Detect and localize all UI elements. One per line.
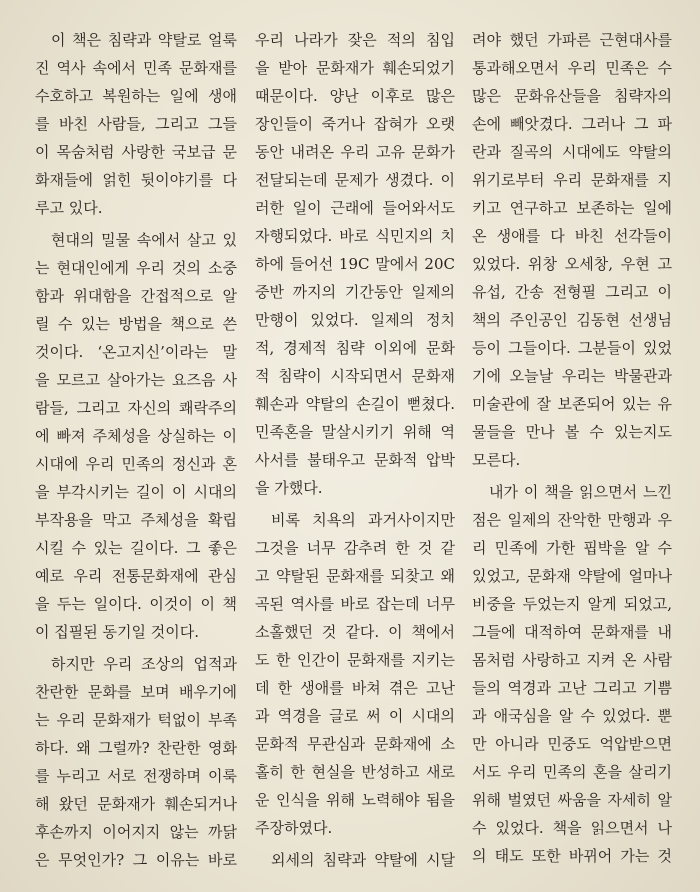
text-line: 유섭, 간송 전형필 그리고 이 bbox=[472, 283, 672, 301]
text-line: 있었고, 문화재 약탈에 얼마나 bbox=[472, 567, 672, 585]
text-line: 책의 주인공인 김동현 선생님 bbox=[472, 311, 672, 329]
text-line: 기에 오늘날 우리는 박물관과 bbox=[472, 367, 672, 385]
paragraph bbox=[35, 226, 237, 646]
text-line: 운 인식을 위해 노력해야 됨을 bbox=[255, 791, 455, 809]
text-line: 을 받아 문화재가 훼손되었기 bbox=[255, 59, 455, 77]
paragraph bbox=[255, 506, 455, 842]
text-line: 을 모르고 살아가는 요즈음 사 bbox=[35, 371, 237, 389]
text-line: 는 현대인에게 우리 것의 소중 bbox=[35, 259, 237, 277]
text-line: 내가 이 책을 읽으면서 느낀 bbox=[489, 483, 672, 501]
text-line: 람들, 그리고 자신의 쾌락주의 bbox=[35, 399, 237, 417]
text-column-3 bbox=[472, 26, 672, 870]
text-line: 모른다. bbox=[472, 451, 521, 469]
text-line: 시킬 수 있는 길이다. 그 좋은 bbox=[35, 539, 237, 557]
text-column-2 bbox=[255, 26, 455, 874]
text-line: 비록 치욕의 과거사이지만 bbox=[271, 511, 455, 529]
paragraph bbox=[472, 26, 672, 474]
text-line: 수호하고 복원하는 일에 생애 bbox=[35, 87, 237, 105]
text-line: 를 누리고 서로 전쟁하며 이룩 bbox=[35, 767, 237, 785]
text-line: 데 한 생애를 바쳐 겪은 고난 bbox=[255, 679, 455, 697]
text-line: 것이다. ‘온고지신’이라는 말 bbox=[35, 343, 237, 361]
text-line: 홀히 한 현실을 반성하고 새로 bbox=[255, 763, 455, 781]
text-line: 에 빠져 주체성을 상실하는 이 bbox=[35, 427, 237, 445]
text-line: 리 민족에 가한 핍박을 알 수 bbox=[472, 539, 672, 557]
text-line: 훼손과 약탈의 손길이 뻗쳤다. bbox=[255, 395, 455, 413]
paragraph bbox=[255, 26, 455, 502]
text-line: 키고 연구하고 보존하는 일에 bbox=[472, 199, 672, 217]
text-line: 곡된 역사를 바로 잡는데 너무 bbox=[255, 595, 455, 613]
text-line: 사서를 불태우고 문화적 압박 bbox=[255, 451, 455, 469]
text-line: 전달되는데 문제가 생겼다. 이 bbox=[255, 171, 455, 189]
text-line: 자행되었다. 바로 식민지의 치 bbox=[255, 227, 455, 245]
text-line: 하에 들어선 19C 말에서 20C bbox=[255, 255, 455, 273]
text-line: 찬란한 문화를 보며 배우기에 bbox=[35, 683, 237, 701]
text-line: 릴 수 있는 방법을 책으로 쓴 bbox=[35, 315, 237, 333]
text-line: 몸처럼 사랑하고 지켜 온 사람 bbox=[472, 651, 672, 669]
text-line: 중반 까지의 기간동안 일제의 bbox=[255, 283, 455, 301]
text-line: 만 아니라 민중도 억압받으면 bbox=[472, 735, 672, 753]
text-line: 현대의 밀물 속에서 살고 있 bbox=[51, 231, 237, 249]
text-line: 적, 경제적 침략 이외에 문화 bbox=[255, 339, 455, 357]
text-line: 은 무엇인가? 그 이유는 바로 bbox=[35, 851, 237, 869]
text-line: 를 바친 사람들, 그리고 그들 bbox=[35, 115, 237, 133]
text-line: 러한 일이 근래에 들어와서도 bbox=[255, 199, 455, 217]
text-line: 미술관에 잘 보존되어 있는 유 bbox=[472, 395, 672, 413]
text-line: 만행이 있었다. 일제의 정치 bbox=[255, 311, 455, 329]
text-line: 소홀했던 것 같다. 이 책에서 bbox=[255, 623, 455, 641]
text-line: 서도 우리 민족의 혼을 살리기 bbox=[472, 763, 672, 781]
text-line: 화재들에 얽힌 뒷이야기를 다 bbox=[35, 171, 237, 189]
text-line: 위해 벌였던 싸움을 자세히 알 bbox=[472, 791, 672, 809]
text-line: 진 역사 속에서 민족 문화재를 bbox=[35, 59, 237, 77]
text-line: 하지만 우리 조상의 업적과 bbox=[51, 655, 237, 673]
text-line: 손에 빼앗겼다. 그러나 그 파 bbox=[472, 115, 672, 133]
text-line: 을 두는 일이다. 이것이 이 책 bbox=[35, 595, 237, 613]
text-line: 등이 그들이다. 그분들이 있었 bbox=[472, 339, 672, 357]
text-line: 예로 우리 전통문화재에 관심 bbox=[35, 567, 237, 585]
text-line: 을 가했다. bbox=[255, 479, 323, 497]
text-line: 의 태도 또한 바뀌어 가는 것 bbox=[472, 847, 672, 865]
paragraph bbox=[255, 846, 455, 874]
paragraph bbox=[472, 478, 672, 870]
text-line: 문화적 무관심과 문화재에 소 bbox=[255, 735, 455, 753]
text-line: 후손까지 이어지지 않는 까닭 bbox=[35, 823, 237, 841]
text-line: 도 한 인간이 문화재를 지키는 bbox=[255, 651, 455, 669]
text-line: 고 약탈된 문화재를 되찾고 왜 bbox=[255, 567, 455, 585]
text-line: 이 책은 침략과 약탈로 얼룩 bbox=[51, 31, 237, 49]
text-line: 물들을 만나 볼 수 있는지도 bbox=[472, 423, 672, 441]
text-line: 점은 일제의 잔악한 만행과 우 bbox=[472, 511, 672, 529]
text-line: 통과해오면서 우리 민족은 수 bbox=[472, 59, 672, 77]
text-line: 부작용을 막고 주체성을 확립 bbox=[35, 511, 237, 529]
text-line: 비중을 두었는지 알게 되었고, bbox=[472, 595, 672, 613]
text-line: 우리 나라가 잦은 적의 침입 bbox=[255, 31, 455, 49]
text-line: 이 집필된 동기일 것이다. bbox=[35, 623, 199, 641]
text-line: 이 목숨처럼 사랑한 국보급 문 bbox=[35, 143, 237, 161]
text-line: 을 부각시키는 길이 이 시대의 bbox=[35, 483, 237, 501]
text-line: 수 있었다. 책을 읽으면서 나 bbox=[472, 819, 672, 837]
text-line: 란과 질곡의 시대에도 약탈의 bbox=[472, 143, 672, 161]
text-line: 민족혼을 말살시키기 위해 역 bbox=[255, 423, 455, 441]
text-line: 과 역경을 글로 써 이 시대의 bbox=[255, 707, 455, 725]
text-line: 동안 내려온 우리 고유 문화가 bbox=[255, 143, 455, 161]
text-line: 외세의 침략과 약탈에 시달 bbox=[271, 851, 455, 869]
text-line: 들의 역경과 고난 그리고 기쁨 bbox=[472, 679, 672, 697]
text-line: 때문이다. 양난 이후로 많은 bbox=[255, 87, 455, 105]
text-line: 려야 했던 가파른 근현대사를 bbox=[472, 31, 672, 49]
text-line: 그것을 너무 감추려 한 것 같 bbox=[255, 539, 455, 557]
text-line: 함과 위대함을 간접적으로 알 bbox=[35, 287, 237, 305]
text-line: 과 애국심을 알 수 있었다. 뿐 bbox=[472, 707, 672, 725]
paragraph bbox=[35, 26, 237, 222]
text-line: 있었다. 위창 오세창, 우현 고 bbox=[472, 255, 672, 273]
text-line: 장인들이 죽거나 잡혀가 오랫 bbox=[255, 115, 455, 133]
text-line: 많은 문화유산들을 침략자의 bbox=[472, 87, 672, 105]
text-line: 온 생애를 다 바친 선각들이 bbox=[472, 227, 672, 245]
text-line: 해 왔던 문화재가 훼손되거나 bbox=[35, 795, 237, 813]
text-line: 그들에 대적하여 문화재를 내 bbox=[472, 623, 672, 641]
text-line: 주장하였다. bbox=[255, 819, 333, 837]
text-line: 시대에 우리 민족의 정신과 혼 bbox=[35, 455, 237, 473]
text-line: 루고 있다. bbox=[35, 199, 103, 217]
text-line: 는 우리 문화재가 턱없이 부족 bbox=[35, 711, 237, 729]
text-column-1 bbox=[35, 26, 237, 874]
text-line: 하다. 왜 그럴까? 찬란한 영화 bbox=[35, 739, 237, 757]
text-line: 위기로부터 우리 문화재를 지 bbox=[472, 171, 672, 189]
paragraph bbox=[35, 650, 237, 874]
text-line: 적 침략이 시작되면서 문화재 bbox=[255, 367, 455, 385]
